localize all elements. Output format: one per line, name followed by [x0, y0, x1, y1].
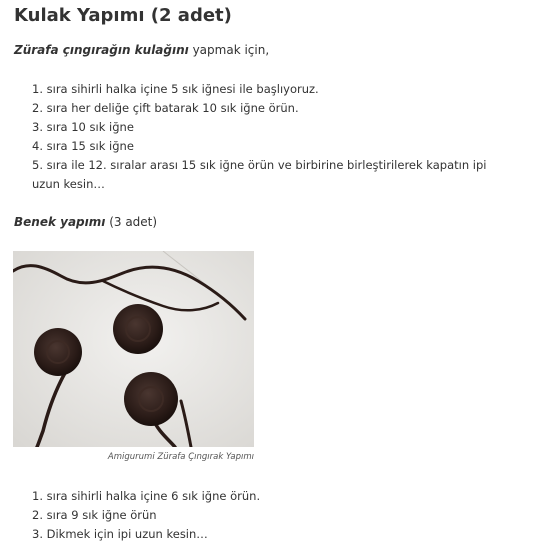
list-item: 2. sıra her deliğe çift batarak 10 sık iğne örün.	[32, 101, 299, 115]
list-item: 1. sıra sihirli halka içine 6 sık iğne örün.	[32, 489, 261, 503]
ear-steps-list	[32, 80, 517, 194]
list-item: 1. sıra sihirli halka içine 5 sık iğnesi ile başlıyoruz.	[32, 82, 319, 96]
list-item: 5. sıra ile 12. sıralar arası 15 sık iğne örün ve birbirine birleştirilerek kapatın ipi uzun kesin…	[32, 158, 487, 191]
section-heading: Kulak Yapımı (2 adet)	[14, 5, 232, 26]
spots-paragraph	[14, 215, 157, 229]
intro-emphasis: Zürafa çıngırağın kulağını	[14, 43, 189, 57]
intro-paragraph	[14, 43, 269, 57]
crochet-spots-photo	[13, 251, 254, 447]
list-item: 2. sıra 9 sık iğne örün	[32, 508, 157, 522]
spots-text: (3 adet)	[105, 215, 158, 229]
photo-caption: Amigurumi Zürafa Çıngırak Yapımı	[107, 452, 254, 462]
photo-illustration	[13, 251, 254, 447]
list-item: 3. Dikmek için ipi uzun kesin…	[32, 527, 208, 541]
spots-emphasis: Benek yapımı	[14, 215, 106, 229]
list-item: 4. sıra 15 sık iğne	[32, 139, 134, 153]
list-item: 3. sıra 10 sık iğne	[32, 120, 134, 134]
spots-steps-list	[32, 487, 517, 544]
intro-text: yapmak için,	[188, 43, 270, 57]
